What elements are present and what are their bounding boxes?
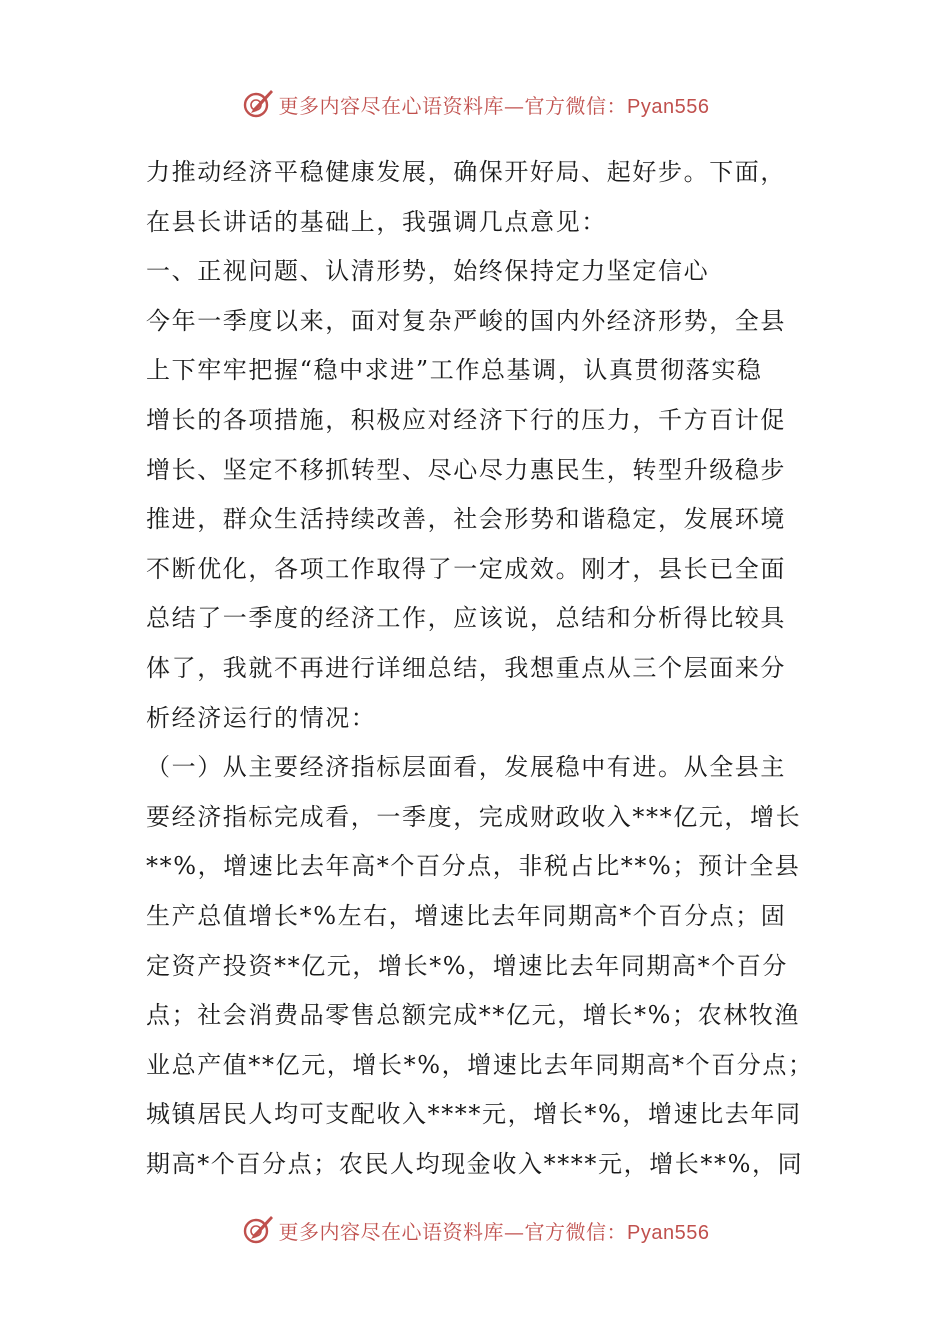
body-text-line: **%，增速比去年高*个百分点，非税占比**%；预计全县 xyxy=(146,852,801,881)
body-text-line: 力推动经济平稳健康发展，确保开好局、起好步。下面， xyxy=(146,158,786,186)
header-watermark-banner xyxy=(0,84,950,124)
body-text-line: （一）从主要经济指标层面看，发展稳中有进。从全县主 xyxy=(146,753,786,782)
body-text-line: 不断优化，各项工作取得了一定成效。刚才，县长已全面 xyxy=(146,554,786,583)
body-text-line: 增长、坚定不移抓转型、尽心尽力惠民生，转型升级稳步 xyxy=(146,455,786,484)
body-text-line: 推进，群众生活持续改善，社会形势和谐稳定，发展环境 xyxy=(146,505,786,534)
quill-logo-icon xyxy=(241,1213,275,1247)
body-text-line: 业总产值**亿元，增长*%，增速比去年同期高*个百分点； xyxy=(146,1050,814,1079)
banner-text: 更多内容尽在心语资料库—官方微信：Pyan556 xyxy=(278,1219,710,1244)
body-text-line: 一、正视问题、认清形势，始终保持定力坚定信心 xyxy=(146,257,710,286)
document-body xyxy=(146,148,826,1189)
body-text-line: 今年一季度以来，面对复杂严峻的国内外经济形势，全县 xyxy=(146,306,786,335)
body-text-line: 在县长讲话的基础上，我强调几点意见： xyxy=(146,207,607,236)
body-text-line: 点；社会消费品零售总额完成**亿元，增长*%；农林牧渔 xyxy=(146,1001,801,1030)
body-text-line: 要经济指标完成看，一季度，完成财政收入***亿元，增长 xyxy=(146,802,802,831)
body-text-line: 定资产投资**亿元，增长*%，增速比去年同期高*个百分 xyxy=(146,951,789,980)
body-text-line: 析经济运行的情况： xyxy=(146,703,377,732)
body-text-line: 城镇居民人均可支配收入****元，增长*%，增速比去年同 xyxy=(146,1100,802,1129)
body-text-line: 总结了一季度的经济工作，应该说，总结和分析得比较具 xyxy=(146,604,786,633)
body-text-line: 上下牢牢把握“稳中求进”工作总基调，认真贯彻落实稳 xyxy=(146,356,763,385)
quill-logo-icon xyxy=(241,87,275,121)
banner-text: 更多内容尽在心语资料库—官方微信：Pyan556 xyxy=(278,93,710,118)
body-text-line: 生产总值增长*%左右，增速比去年同期高*个百分点；固 xyxy=(146,901,787,930)
body-text-line: 期高*个百分点；农民人均现金收入****元，增长**%，同 xyxy=(146,1149,804,1178)
footer-watermark-banner xyxy=(0,1210,950,1250)
body-text-line: 增长的各项措施，积极应对经济下行的压力，千方百计促 xyxy=(146,405,786,434)
body-text-line: 体了，我就不再进行详细总结，我想重点从三个层面来分 xyxy=(146,653,786,682)
